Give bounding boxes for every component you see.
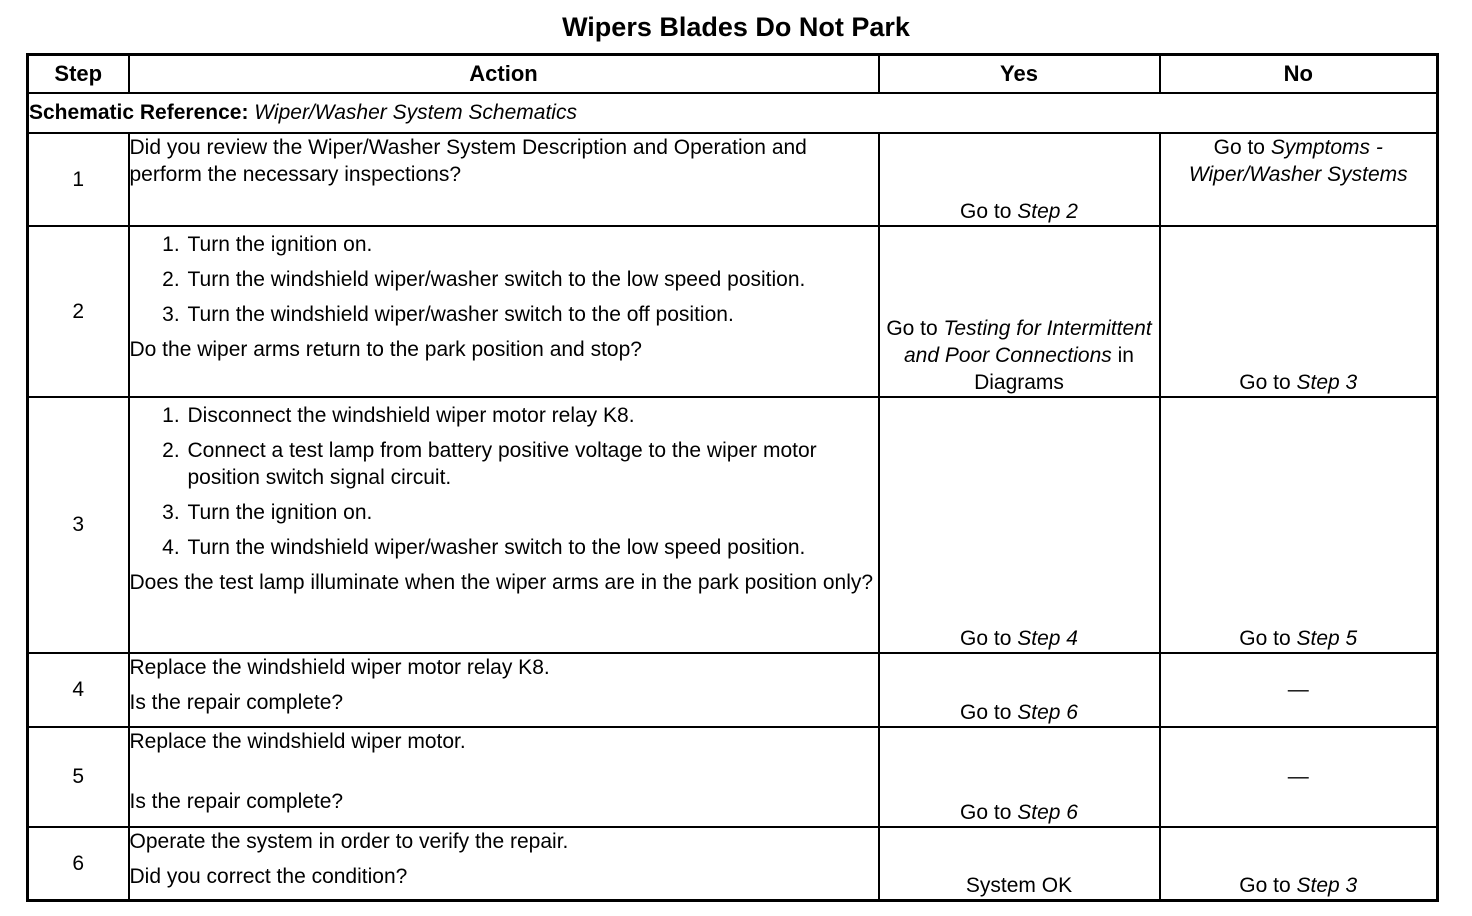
yes-result: System OK (965, 874, 1073, 897)
action-step-item: 3. Turn the ignition on. (186, 499, 878, 526)
no-link[interactable]: Symptoms - Wiper/Washer Systems (1188, 135, 1408, 186)
action-question: Is the repair complete? (129, 690, 344, 714)
table-row (28, 226, 1438, 397)
schematic-reference-row (28, 93, 1438, 133)
yes-cell (879, 133, 1160, 226)
yes-link[interactable]: Step 6 (1017, 700, 1078, 724)
action-step-item: 2. Connect a test lamp from battery positive voltage to the wiper motor position switch signal circuit. (186, 437, 878, 491)
yes-cell (879, 727, 1160, 827)
no-link[interactable]: Step 5 (1296, 626, 1358, 650)
action-question: Is the repair complete? (129, 789, 344, 813)
action-step-item: 3. Turn the windshield wiper/washer switch to the off position. (186, 301, 878, 328)
action-instruction: Operate the system in order to verify the repair. (129, 829, 569, 853)
table-row (28, 397, 1438, 653)
yes-prefix: Go to (960, 626, 1012, 650)
no-link[interactable]: Step 3 (1296, 370, 1358, 394)
action-instruction: Replace the windshield wiper motor. (129, 729, 466, 753)
header-row (28, 55, 1438, 93)
yes-cell (879, 397, 1160, 653)
diagnostic-table (26, 53, 1439, 902)
header-action: Action (129, 55, 879, 93)
step-number: 1 (28, 133, 129, 226)
no-cell (1160, 397, 1438, 653)
table-row (28, 827, 1438, 901)
table-row (28, 133, 1438, 226)
action-question: Did you review the Wiper/Washer System Description and Operation and perform the necessary inspections? (129, 135, 807, 186)
step-number: 4 (28, 653, 129, 727)
schematic-reference-label: Schematic Reference: (29, 101, 249, 124)
table-row (28, 727, 1438, 827)
action-cell (129, 827, 879, 901)
yes-prefix: Go to (886, 316, 938, 340)
header-step: Step (28, 55, 129, 93)
table-row (28, 653, 1438, 727)
action-cell (129, 653, 879, 727)
schematic-reference (28, 93, 1438, 133)
yes-prefix: Go to (960, 199, 1012, 223)
action-step-item: 4. Turn the windshield wiper/washer switch to the low speed position. (186, 534, 878, 561)
header-no: No (1160, 55, 1438, 93)
action-question: Does the test lamp illuminate when the wiper arms are in the park position only? (129, 570, 874, 594)
action-question: Do the wiper arms return to the park position and stop? (129, 337, 642, 361)
step-number: 6 (28, 827, 129, 901)
yes-suffix: in Diagrams (974, 343, 1134, 394)
yes-link[interactable]: Step 2 (1017, 199, 1078, 223)
schematic-reference-link[interactable]: Wiper/Washer System Schematics (254, 101, 577, 124)
action-cell (129, 727, 879, 827)
action-cell (129, 133, 879, 226)
action-step-item: 2. Turn the windshield wiper/washer switch to the low speed position. (186, 266, 878, 293)
no-prefix: Go to (1239, 626, 1291, 650)
no-cell (1160, 226, 1438, 397)
action-steps-list (130, 231, 878, 328)
no-cell (1160, 727, 1438, 827)
action-step-item: 1. Turn the ignition on. (186, 231, 878, 258)
yes-prefix: Go to (960, 800, 1012, 824)
yes-cell (879, 827, 1160, 901)
step-number: 2 (28, 226, 129, 397)
no-prefix: Go to (1239, 874, 1291, 897)
yes-link[interactable]: Testing for Intermittent and Poor Connections (903, 316, 1152, 367)
yes-prefix: Go to (960, 700, 1012, 724)
action-steps-list (130, 402, 878, 561)
no-cell (1160, 133, 1438, 226)
step-number: 3 (28, 397, 129, 653)
yes-cell (879, 653, 1160, 727)
yes-cell (879, 226, 1160, 397)
action-step-item: 1. Disconnect the windshield wiper motor relay K8. (186, 402, 878, 429)
header-yes: Yes (879, 55, 1160, 93)
yes-link[interactable]: Step 4 (1017, 626, 1078, 650)
step-number: 5 (28, 727, 129, 827)
no-result-dash: — (1287, 678, 1309, 701)
no-result-dash: — (1287, 765, 1309, 788)
yes-link[interactable]: Step 6 (1017, 800, 1078, 824)
action-cell (129, 397, 879, 653)
no-link[interactable]: Step 3 (1296, 874, 1358, 897)
no-prefix: Go to (1213, 135, 1265, 159)
page-title: Wipers Blades Do Not Park (562, 12, 910, 42)
no-prefix: Go to (1239, 370, 1291, 394)
action-cell (129, 226, 879, 397)
action-instruction: Replace the windshield wiper motor relay K8. (129, 655, 550, 679)
action-question: Did you correct the condition? (129, 864, 408, 888)
no-cell (1160, 653, 1438, 727)
no-cell (1160, 827, 1438, 901)
